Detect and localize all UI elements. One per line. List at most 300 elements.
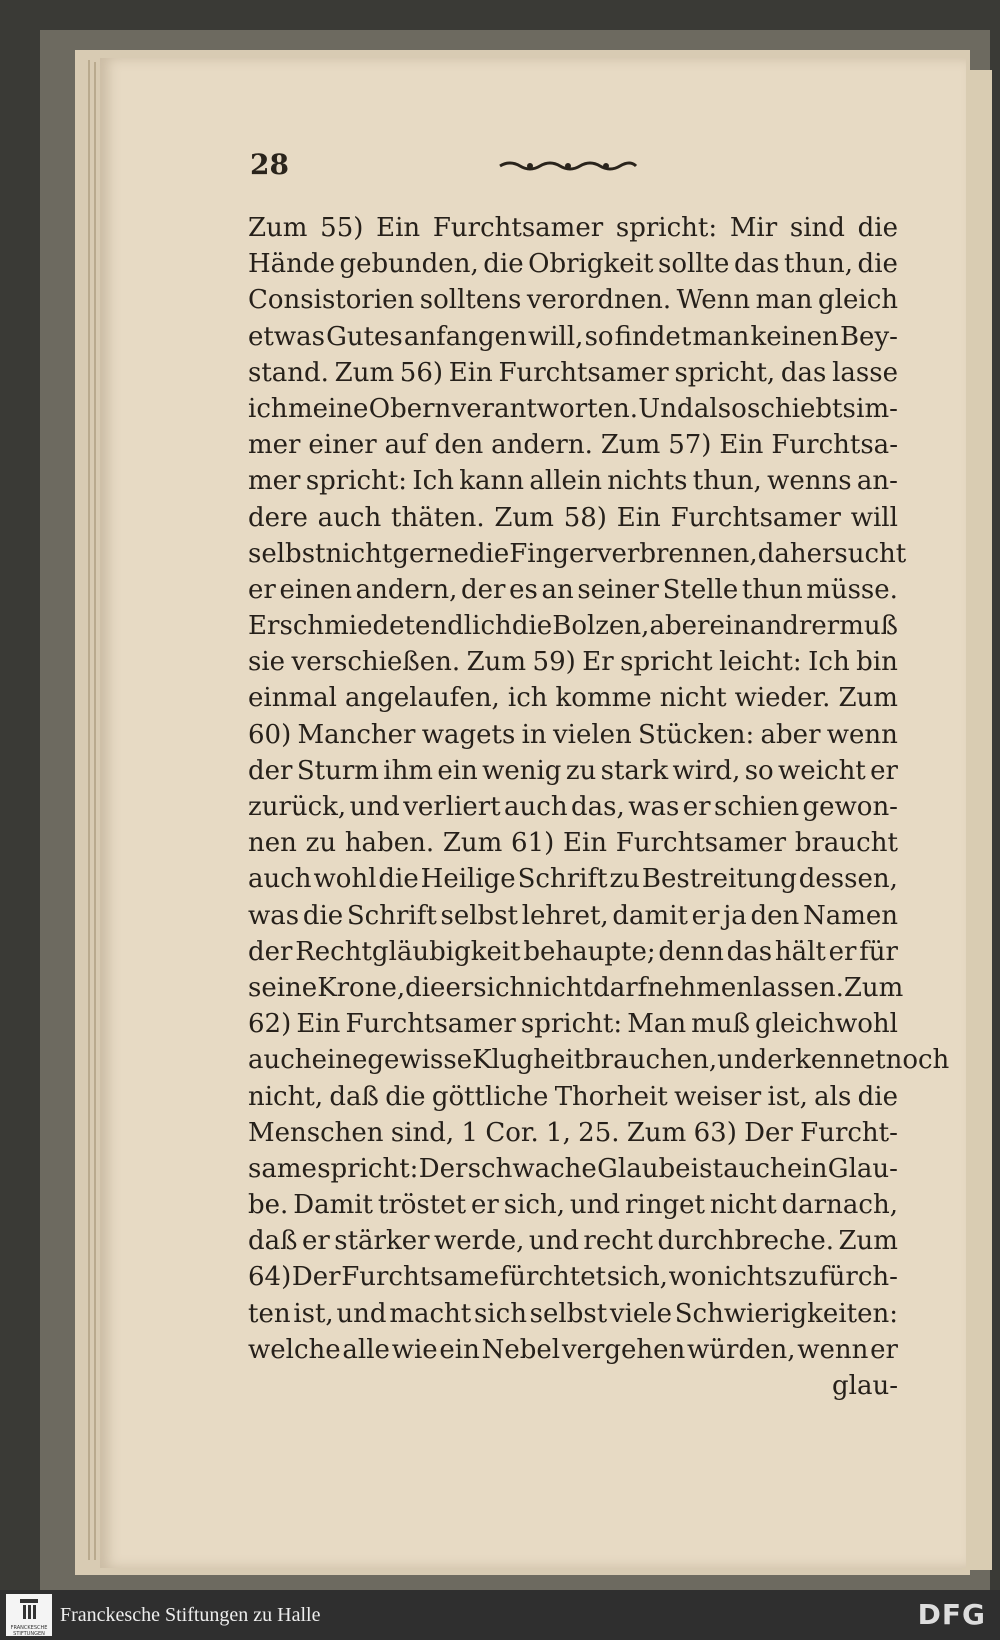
word: ist, (293, 1298, 334, 1329)
word: gleich (818, 285, 898, 316)
word: eine (311, 1045, 368, 1076)
word: nicht (526, 972, 594, 1003)
text-line (248, 427, 898, 463)
word: sich (473, 972, 527, 1003)
word: weiser (674, 1081, 762, 1112)
word: noch (885, 1045, 950, 1076)
word: andern. (491, 430, 593, 461)
word: nehmen (647, 972, 753, 1003)
word: tröstet (377, 1190, 467, 1221)
word: Furcht- (800, 1117, 898, 1148)
word: zu (565, 755, 597, 786)
word: das, (571, 792, 625, 822)
word: darf (593, 972, 648, 1003)
word: sind (789, 213, 845, 243)
word: anfangen (403, 321, 527, 352)
text-line (248, 1187, 898, 1223)
word: andrer (750, 611, 840, 642)
word: in (521, 719, 547, 750)
word: einmal (248, 683, 337, 714)
word: 25. (578, 1117, 620, 1148)
word: andern, (355, 574, 458, 605)
word: werde, (434, 1226, 525, 1257)
word: spricht: (317, 1153, 419, 1184)
word: Thorheit (554, 1081, 668, 1112)
word: er (682, 792, 711, 822)
word: erkennet (767, 1045, 886, 1076)
word: auch (504, 792, 568, 822)
word: muß (691, 1009, 750, 1040)
word: sind, (390, 1117, 455, 1148)
word: wagets (421, 719, 516, 750)
word: dere (248, 502, 308, 533)
word: wenn (826, 719, 898, 750)
text-line (248, 463, 898, 499)
text-line (248, 1006, 898, 1042)
catchword (248, 1368, 898, 1404)
word: sollte (657, 249, 730, 280)
word: an (541, 574, 574, 605)
word: Heilige (420, 864, 516, 895)
word: fürch- (819, 1262, 898, 1293)
word: Zum (334, 357, 395, 388)
word: die (302, 900, 344, 931)
word: die (385, 1081, 426, 1112)
word: spricht: (305, 466, 408, 497)
word: also (693, 393, 747, 424)
word: Furchtsamer (345, 1009, 516, 1040)
word: ist (690, 1153, 723, 1184)
word: Rechtgläubigkeit (295, 936, 521, 967)
word: die (405, 972, 446, 1003)
word: auch (317, 502, 382, 533)
word: er (445, 972, 474, 1003)
word: 1 (461, 1117, 479, 1148)
word: zu (305, 828, 337, 859)
word: einen (279, 574, 353, 605)
word: so (584, 321, 614, 352)
word: will, (527, 321, 584, 352)
text-line (248, 970, 904, 1006)
word: Zum (600, 430, 661, 461)
word: so (744, 755, 774, 786)
text-line (248, 319, 898, 355)
word: Zum (494, 502, 554, 533)
word: Klugheit (472, 1045, 585, 1076)
word: Namen (802, 900, 898, 931)
word: etwas (248, 321, 325, 352)
word: ich (248, 393, 288, 424)
word: zu (787, 1262, 819, 1293)
word: aber (760, 719, 821, 750)
text-line (248, 861, 898, 897)
word: gerne (392, 538, 469, 569)
text-line (248, 825, 898, 861)
text-line (248, 1151, 898, 1187)
word: wie (391, 1334, 438, 1365)
word: wieder. (734, 683, 831, 714)
word: recht (583, 1226, 653, 1257)
word: Der (744, 1117, 793, 1148)
word: ein (437, 755, 478, 786)
word: Menschen (248, 1117, 384, 1148)
word: er (470, 1190, 499, 1221)
word: Ich (412, 466, 454, 497)
word: es (509, 574, 538, 605)
word: findet (614, 321, 692, 352)
word: wohl (313, 864, 377, 895)
word: Stücken: (638, 719, 755, 750)
word: weicht (778, 755, 866, 786)
word: Schwierigkeiten: (674, 1298, 898, 1329)
word: vergehen (561, 1334, 686, 1365)
word: er (870, 1334, 898, 1365)
word: 64) (248, 1262, 292, 1293)
word: 1, (546, 1117, 571, 1148)
word: als (814, 1081, 852, 1112)
word: Ein (563, 828, 608, 859)
word: mer (248, 430, 301, 461)
word: ein (709, 611, 750, 642)
word: Furchtsamer (615, 828, 787, 859)
word: er (301, 1226, 330, 1257)
word: Ein (719, 430, 764, 461)
text-line (248, 355, 898, 391)
word: nichts (707, 1262, 788, 1293)
word: wo (668, 1262, 707, 1293)
text-line (248, 572, 898, 608)
word: fürchtet (499, 1262, 607, 1293)
word: Schrift (346, 900, 437, 931)
word: Damit (293, 1190, 373, 1221)
word: den (750, 900, 800, 931)
word: spricht: (520, 1009, 623, 1040)
catchword-text: glau- (832, 1371, 898, 1401)
facing-page-edge (962, 70, 992, 1570)
word: denn (658, 936, 724, 967)
word: keinen (750, 321, 839, 352)
word: Hände (248, 249, 335, 280)
word: gebunden, (339, 249, 479, 280)
word: Finger (509, 538, 597, 569)
word: Bestreitung (641, 864, 797, 895)
word: seiner (577, 574, 659, 605)
word: die (483, 249, 524, 280)
text-line (248, 934, 898, 970)
word: bin (856, 647, 898, 678)
viewer-footer (0, 1590, 1000, 1640)
word: viele (609, 1298, 672, 1329)
word: wenn (797, 1334, 869, 1365)
word: ein (439, 1334, 480, 1365)
word: die (857, 213, 898, 243)
word: leicht: (719, 647, 802, 678)
word: 59) (532, 647, 576, 678)
word: 56) (399, 357, 444, 388)
word: gewon- (802, 792, 898, 822)
word: verordnen. (526, 285, 672, 316)
word: seine (248, 972, 318, 1003)
word: schmiedet (279, 611, 415, 642)
word: lasse (832, 357, 898, 388)
text-line (248, 680, 898, 716)
word: und (336, 1298, 387, 1329)
logo-caption-bottom: STIFTUNGEN (13, 1631, 45, 1637)
word: Zum (843, 972, 904, 1003)
word: Furchtsame (341, 1262, 500, 1293)
word: die (857, 249, 898, 280)
word: das (734, 249, 780, 280)
word: 61) (511, 828, 555, 859)
institution-name: Franckesche Stiftungen zu Halle (60, 1604, 321, 1626)
word: der (461, 574, 506, 605)
word: auch (723, 1153, 787, 1184)
word: ihm (383, 755, 433, 786)
word: nicht (659, 683, 727, 714)
page-stack-line (88, 60, 90, 1560)
word: behaupte; (523, 936, 656, 967)
word: im- (856, 393, 898, 424)
word: Der (418, 1153, 468, 1184)
word: ich (507, 683, 548, 714)
word: sich (473, 1298, 527, 1329)
word: schwache (467, 1153, 597, 1184)
text-line (248, 644, 898, 680)
word: nichts (607, 466, 688, 497)
word: solltens (419, 285, 522, 316)
text-line (248, 246, 898, 282)
page-stack-line (94, 62, 96, 1560)
text-line (248, 536, 907, 572)
word: auf (384, 430, 427, 461)
word: verbrennen, (596, 538, 758, 569)
word: stärker (334, 1226, 430, 1257)
word: daher (757, 538, 835, 569)
word: mer (248, 466, 301, 497)
word: schiebts (747, 393, 856, 424)
word: Furchtsamer (432, 213, 604, 243)
word: hält (774, 936, 826, 967)
word: angelaufen, (344, 683, 500, 714)
word: Sturm (296, 755, 379, 786)
word: 60) (248, 719, 292, 750)
text-line (248, 789, 898, 825)
word: selbst (248, 538, 326, 569)
word: darnach, (781, 1190, 898, 1221)
word: was (248, 900, 300, 931)
word: haben. (344, 828, 435, 859)
word: gleichwohl (755, 1009, 898, 1040)
word: will (850, 502, 898, 533)
word: sie (248, 647, 286, 678)
text-line (248, 717, 898, 753)
word: Zum (838, 1226, 898, 1257)
word: spricht (620, 647, 713, 678)
word: allein (529, 466, 602, 497)
word: thun, (692, 466, 762, 497)
word: Bey- (839, 321, 898, 352)
word: lehret, (521, 900, 609, 931)
word: selbst (529, 1298, 608, 1329)
text-line (248, 210, 898, 246)
word: Bolzen, (552, 611, 650, 642)
text-line (248, 282, 898, 318)
word: verschießen. (291, 647, 461, 678)
word: ist, (767, 1081, 808, 1112)
word: verantworten. (451, 393, 638, 424)
word: ringet (624, 1190, 705, 1221)
word: Man (627, 1009, 687, 1040)
word: damit (612, 900, 688, 931)
word: kann (459, 466, 525, 497)
word: der (248, 755, 293, 786)
text-line (248, 1079, 898, 1115)
word: er (248, 574, 276, 605)
word: daß (329, 1081, 379, 1112)
word: Zum (466, 647, 527, 678)
text-line (248, 1296, 898, 1332)
word: er (828, 936, 857, 967)
word: Zum (838, 683, 898, 714)
word: verliert (403, 792, 501, 822)
word: stand. (248, 357, 329, 388)
word: Ich (808, 647, 850, 678)
text-line (248, 391, 898, 427)
word: aber (649, 611, 710, 642)
page-number: 28 (250, 148, 289, 181)
word: Krone, (317, 972, 406, 1003)
word: göttliche (431, 1081, 549, 1112)
word: alle (342, 1334, 390, 1365)
word: gewisse (367, 1045, 473, 1076)
word: thun, (784, 249, 853, 280)
word: und (349, 792, 400, 822)
dfg-logo: DFG (917, 1598, 986, 1631)
word: daß (248, 1226, 298, 1257)
word: Ein (616, 502, 661, 533)
word: ja (723, 900, 747, 931)
word: für (859, 936, 898, 967)
word: ten (248, 1298, 291, 1329)
word: den (434, 430, 484, 461)
word: auch (248, 864, 312, 895)
word: Cor. (485, 1117, 539, 1148)
word: Wenn (676, 285, 751, 316)
text-line (248, 608, 898, 644)
word: er (870, 755, 898, 786)
text-line (248, 753, 898, 789)
word: 57) (668, 430, 712, 461)
text-line (248, 1223, 898, 1259)
text-line (248, 898, 898, 934)
word: Der (291, 1262, 341, 1293)
word: muß (839, 611, 898, 642)
text-line (248, 1259, 898, 1295)
word: man (692, 321, 750, 352)
word: die (511, 611, 553, 642)
word: sich, (606, 1262, 668, 1293)
word: 63) (693, 1117, 737, 1148)
word: zu (609, 864, 640, 895)
word: auch (248, 1045, 312, 1076)
word: Schrift (517, 864, 608, 895)
word: lassen. (752, 972, 844, 1003)
word: das (780, 357, 827, 388)
word: Obrigkeit (528, 249, 654, 280)
word: meine (287, 393, 369, 424)
word: sucht (834, 538, 907, 569)
word: Ein (448, 357, 493, 388)
logo-caption-top: FRANCKESCHE (10, 1625, 48, 1631)
text-line (248, 1332, 898, 1368)
word: same (248, 1153, 317, 1184)
word: Obern (368, 393, 452, 424)
word: Er (582, 647, 614, 678)
body-text (248, 210, 950, 1404)
word: wenns (767, 466, 852, 497)
word: nicht, (248, 1081, 324, 1112)
word: vielen (552, 719, 632, 750)
word: 58) (563, 502, 607, 533)
word: 62) (248, 1009, 292, 1040)
word: Er (248, 611, 280, 642)
word: Glaube (597, 1153, 691, 1184)
word: durchbreche. (657, 1226, 834, 1257)
word: der (248, 936, 293, 967)
word: 55) (320, 213, 364, 243)
word: an- (856, 466, 898, 497)
word: er (691, 900, 720, 931)
word: sich, (503, 1190, 565, 1221)
word: was (628, 792, 680, 822)
word: die (857, 1081, 898, 1112)
word: komme (555, 683, 652, 714)
word: Mancher (297, 719, 416, 750)
word: dessen, (798, 864, 898, 895)
ornament-rule-icon (498, 158, 638, 174)
word: wird, (672, 755, 741, 786)
word: Stelle (662, 574, 739, 605)
word: die (468, 538, 510, 569)
word: die (378, 864, 419, 895)
word: und (717, 1045, 768, 1076)
word: einer (308, 430, 377, 461)
word: Zum (442, 828, 503, 859)
word: schien (713, 792, 800, 822)
word: selbst (440, 900, 518, 931)
word: ein (787, 1153, 828, 1184)
word: Ein (376, 213, 421, 243)
word: thäten. (391, 502, 485, 533)
word: spricht, (674, 357, 776, 388)
word: thun (741, 574, 803, 605)
text-line (248, 1115, 898, 1151)
word: braucht (794, 828, 898, 859)
word: das (726, 936, 773, 967)
word: nen (248, 828, 297, 859)
word: Glau- (827, 1153, 898, 1184)
word: Zum (626, 1117, 687, 1148)
page-header (250, 148, 890, 188)
text-line (248, 500, 898, 536)
institution-mark-icon (20, 1597, 38, 1621)
word: würden, (687, 1334, 796, 1365)
word: Und (638, 393, 694, 424)
word: stark (600, 755, 669, 786)
text-line (248, 1042, 950, 1078)
word: Furchtsa- (771, 430, 898, 461)
word: Nebel (481, 1334, 561, 1365)
